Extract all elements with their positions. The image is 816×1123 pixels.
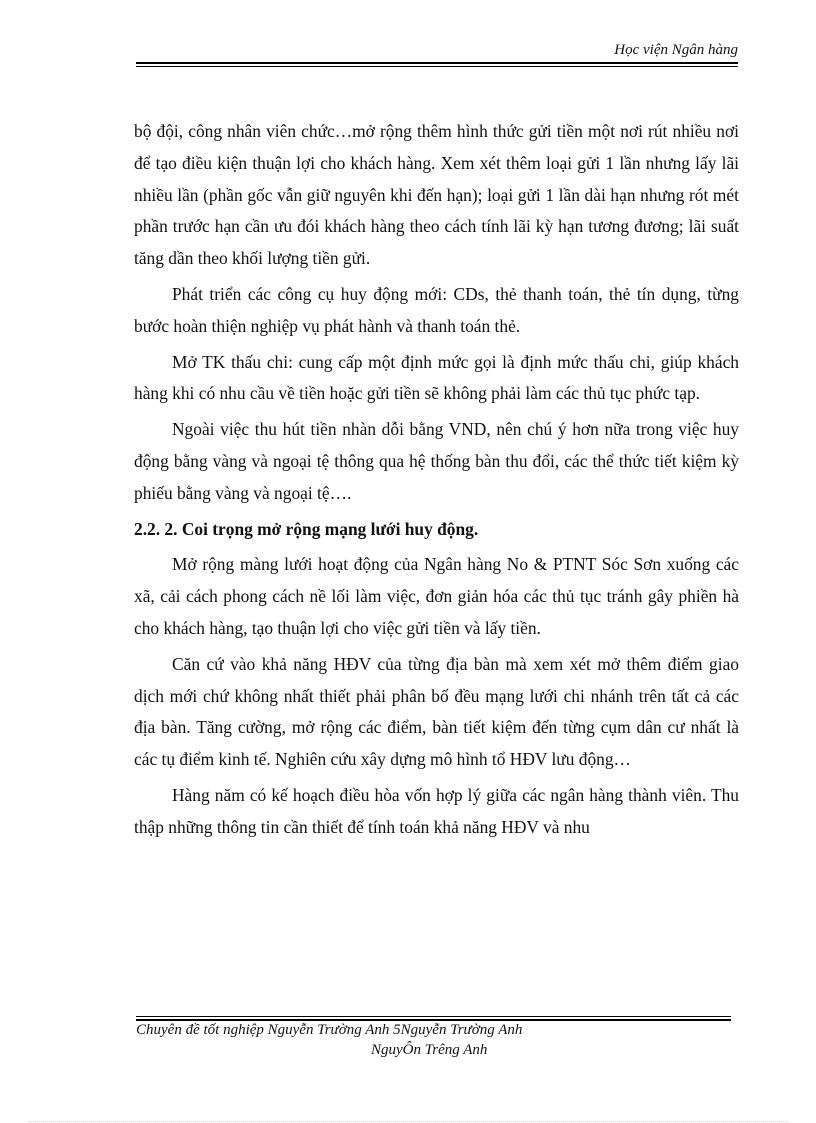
page-bottom-dotted-line [28,1121,788,1122]
page-body [134,116,739,848]
paragraph-continuation: bộ đội, công nhân viên chức…mở rộng thêm hình thức gửi tiền một nơi rút nhiều nơi để tạo điều kiện thuận lợi cho khách hàng. Xem xét thêm loại gửi 1 lần nhưng lấy lãi nhiều lần (phần gốc vẫn giữ nguyên khi đến hạn); loại gửi 1 lần dài hạn nhưng rót mét phần trước hạn cần ưu đói khách hàng theo cách tính lãi kỳ hạn tương đương; lãi suất tăng dần theo khối lượng tiền gửi. [134,121,739,269]
header-rule-thin [136,66,738,67]
header-title: Học viện Ngân hàng [614,42,738,58]
section-heading: 2.2. 2. Coi trọng mở rộng mạng lưới huy động. [134,518,479,539]
footer-rule-thick [136,1019,731,1021]
paragraph-new-instruments: Phát triển các công cụ huy động mới: CDs, thẻ thanh toán, thẻ tín dụng, từng bước hoàn thiện nghiệp vụ phát hành và thanh toán thẻ. [134,283,739,336]
paragraph-gold-foreign-currency: Ngoài việc thu hút tiền nhàn dỗi bằng VND, nên chú ý hơn nữa trong việc huy động bằng vàng và ngoại tệ thông qua hệ thống bàn thu đổi, các thể thức tiết kiệm kỳ phiếu bằng vàng và ngoại tệ…. [134,419,739,503]
paragraph-transaction-points: Căn cứ vào khả năng HĐV của từng địa bàn mà xem xét mở thêm điểm giao dịch mới chứ không nhất thiết phải phân bố đều mạng lưới chi nhánh trên tất cả các địa bàn. Tăng cường, mở rộng các điểm, bàn tiết kiệm đến từng cụm dân cư nhất là các tụ điểm kinh tế. Nghiên cứu xây dựng mô hình tổ HĐV lưu động… [134,653,739,770]
header-rule-thick [136,62,738,64]
paragraph-capital-regulation: Hàng năm có kế hoạch điều hòa vốn hợp lý giữa các ngân hàng thành viên. Thu thập những thông tin cần thiết để tính toán khả năng HĐV và nhu [134,784,739,837]
paragraph-network-expansion: Mở rộng màng lưới hoạt động của Ngân hàng No & PTNT Sóc Sơn xuống các xã, cải cách phong cách nề lối làm việc, đơn giản hóa các thủ tục tránh gây phiền hà cho khách hàng, tạo thuận lợi cho việc gửi tiền và lấy tiền. [134,554,739,638]
footer-rule-thin [136,1016,731,1017]
footer-text: Chuyên đề tốt nghiệp Nguyễn Trường Anh 5Nguyễn Trường Anh [136,1022,523,1038]
footer-author: NguyÔn Trêng Anh [371,1042,488,1058]
paragraph-overdraft: Mở TK thấu chi: cung cấp một định mức gọi là định mức thấu chi, giúp khách hàng khi có nhu cầu về tiền hoặc gửi tiền sẽ không phải làm các thủ tục phức tạp. [134,351,739,404]
